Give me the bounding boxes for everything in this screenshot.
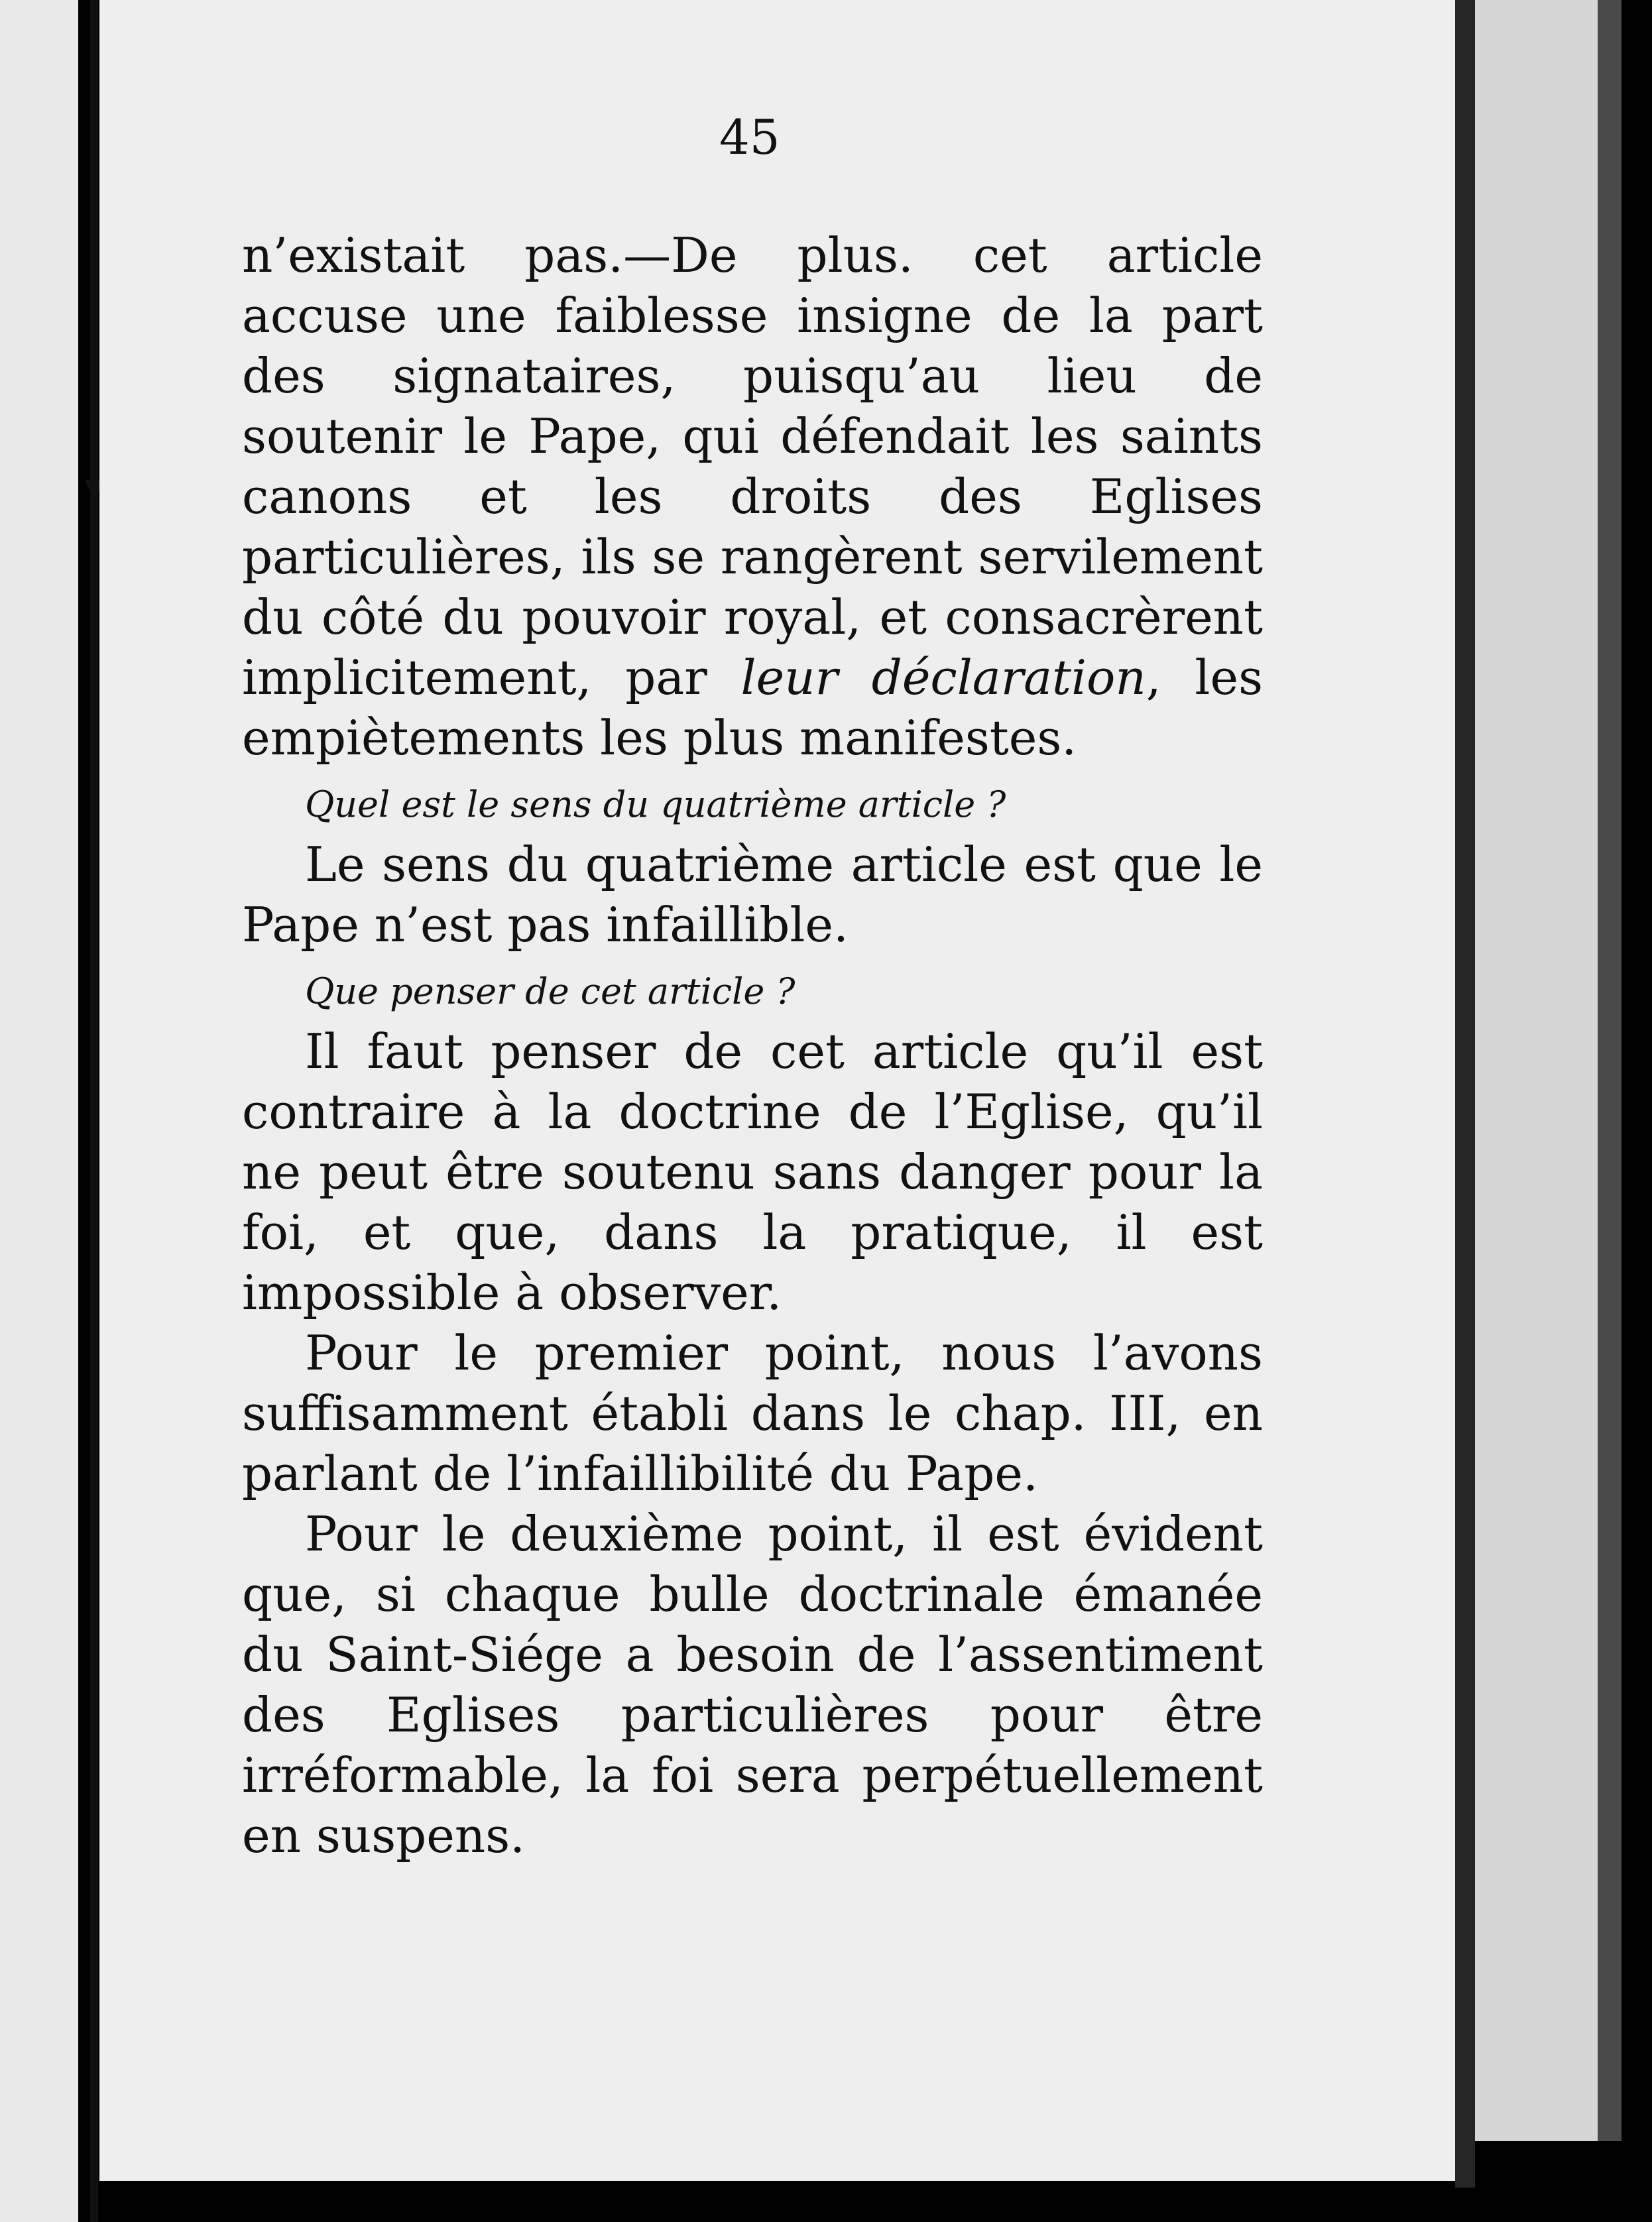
page-edge-shadow xyxy=(1455,0,1475,2188)
paragraph-first-point: Pour le premier point, nous l’avons suffisamment établi dans le chap. III, en parlant de l’infaillibilité du Pape. xyxy=(242,1325,1263,1501)
page-number: 45 xyxy=(719,109,780,165)
answer-paragraph-2: Il faut penser de cet article qu’il est contraire à la doctrine de l’Eglise, qu’il ne peut être soutenu sans danger pour la foi, et que, dans la pratique, il est impossible à observer. xyxy=(242,1023,1263,1320)
next-pages-edge xyxy=(1598,0,1622,2141)
answer-paragraph-1: Le sens du quatrième article est que le Pape n’est pas infaillible. xyxy=(242,837,1263,953)
paragraph-second-point: Pour le deuxième point, il est évident que, si chaque bulle doctrinale émanée du Saint-Siége a besoin de l’assentiment des Eglises particulières pour être irréformable, la foi sera perpétuellement en suspens. xyxy=(242,1506,1263,1863)
question-heading-2: Que penser de cet article ? xyxy=(305,970,796,1012)
question-heading-1: Quel est le sens du quatrième article ? xyxy=(305,784,1006,825)
page-body xyxy=(242,225,1263,1866)
italic-phrase: leur déclaration xyxy=(740,650,1146,705)
previous-page-edge xyxy=(0,0,78,2222)
paragraph-text: n’existait pas.—De plus. cet article accuse une faiblesse insigne de la part des signataires, puisqu’au lieu de soutenir le Pape, qui défendait les saints canons et les droits des Eglises particulières, ils se rangèrent servilement du côté du pouvoir royal, et consacrèrent implicitement, par xyxy=(242,227,1263,705)
gutter-line xyxy=(90,0,98,2222)
paragraph-continuation xyxy=(242,225,1263,768)
next-pages-strip xyxy=(1475,0,1601,2141)
paragraph-text-end: , les empiètements les plus manifestes. xyxy=(242,650,1264,766)
